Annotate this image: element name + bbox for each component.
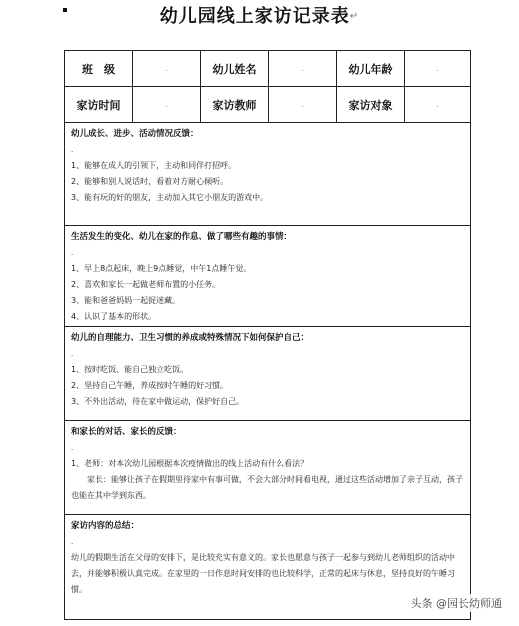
section-line: 1、老师：对本次幼儿园根据本次疫情做出的线上活动有什么看法？ bbox=[71, 459, 309, 468]
child-name-label: 幼儿姓名 bbox=[201, 51, 269, 86]
visit-teacher-value[interactable]: . bbox=[269, 87, 337, 122]
section-heading: 幼儿成长、进步、活动情况反馈： bbox=[71, 129, 199, 139]
section-line: 2、喜欢和家长一起做老师布置的小任务。 bbox=[71, 280, 221, 289]
empty-line: . bbox=[71, 146, 74, 154]
visit-time-value[interactable]: . bbox=[133, 87, 201, 122]
section-line: 1、按时吃饭、能自己独立吃饭。 bbox=[71, 365, 189, 374]
section-line: 1、能够在成人的引领下，主动和同伴打招呼。 bbox=[71, 161, 237, 170]
visit-teacher-label: 家访教师 bbox=[201, 87, 269, 122]
section-line: 4、认识了基本的形状。 bbox=[71, 312, 157, 321]
visit-target-label: 家访对象 bbox=[337, 87, 405, 122]
section-heading: 家访内容的总结： bbox=[71, 521, 140, 531]
document-title bbox=[0, 4, 519, 30]
watermark: 头条 @园长幼师通 bbox=[408, 594, 506, 612]
section-self-care[interactable] bbox=[65, 327, 470, 421]
child-age-label: 幼儿年龄 bbox=[337, 51, 405, 86]
class-value[interactable]: . bbox=[133, 51, 201, 86]
section-heading: 生活发生的变化、幼儿在家的作息、做了哪些有趣的事情： bbox=[71, 232, 293, 242]
visit-time-label: 家访时间 bbox=[65, 87, 133, 122]
empty-line: . bbox=[71, 538, 74, 546]
section-heading: 幼儿的自理能力、卫生习惯的养成或特殊情况下如何保护自己： bbox=[71, 333, 310, 343]
empty-line: . bbox=[71, 444, 74, 452]
section-parent-dialogue[interactable] bbox=[65, 421, 470, 515]
section-paragraph: 幼儿的假期生活在父母的安排下，是比较充实有意义的。家长也愿意与孩子一起参与到幼儿老师组织的活动中去，并能够积极认真完成。在家里的一日作息时间安排的也比较科学，正常的起床与休息，坚持良好的午睡习惯。 bbox=[71, 553, 455, 594]
record-table bbox=[64, 50, 471, 620]
section-line: 3、不外出活动，待在家中做运动，保护好自己。 bbox=[71, 397, 245, 406]
section-heading: 和家长的对话、家长的反馈： bbox=[71, 427, 182, 437]
section-life-changes[interactable] bbox=[65, 226, 470, 327]
section-paragraph: 家长：能够让孩子在假期里待家中有事可做，不会大部分时间看电视，通过这些活动增加了亲子互动，孩子也能在其中学到东西。 bbox=[71, 475, 463, 500]
title-text: 幼儿园线上家访记录表 bbox=[159, 6, 350, 27]
class-label: 班 级 bbox=[65, 51, 133, 86]
child-name-value[interactable]: . bbox=[269, 51, 337, 86]
visit-target-value[interactable]: . bbox=[436, 100, 439, 109]
empty-line: . bbox=[71, 249, 74, 257]
section-line: 2、能够和别人说话时，看着对方耐心倾听。 bbox=[71, 177, 229, 186]
header-row-1 bbox=[65, 51, 470, 87]
header-row-2 bbox=[65, 87, 470, 123]
section-line: 2、坚持自己午睡，养成按时午睡的好习惯。 bbox=[71, 381, 229, 390]
section-line: 1、早上8点起床，晚上9点睡觉，中午1点睡午觉。 bbox=[71, 264, 252, 273]
section-growth[interactable] bbox=[65, 123, 470, 226]
child-age-value[interactable]: . bbox=[436, 64, 439, 73]
section-line: 3、能和爸爸妈妈一起捉迷藏。 bbox=[71, 296, 181, 305]
paragraph-mark: ↵ bbox=[349, 11, 360, 22]
section-line: 3、能有玩的好的朋友，主动加入其它小朋友的游戏中。 bbox=[71, 193, 269, 202]
empty-line: . bbox=[71, 350, 74, 358]
